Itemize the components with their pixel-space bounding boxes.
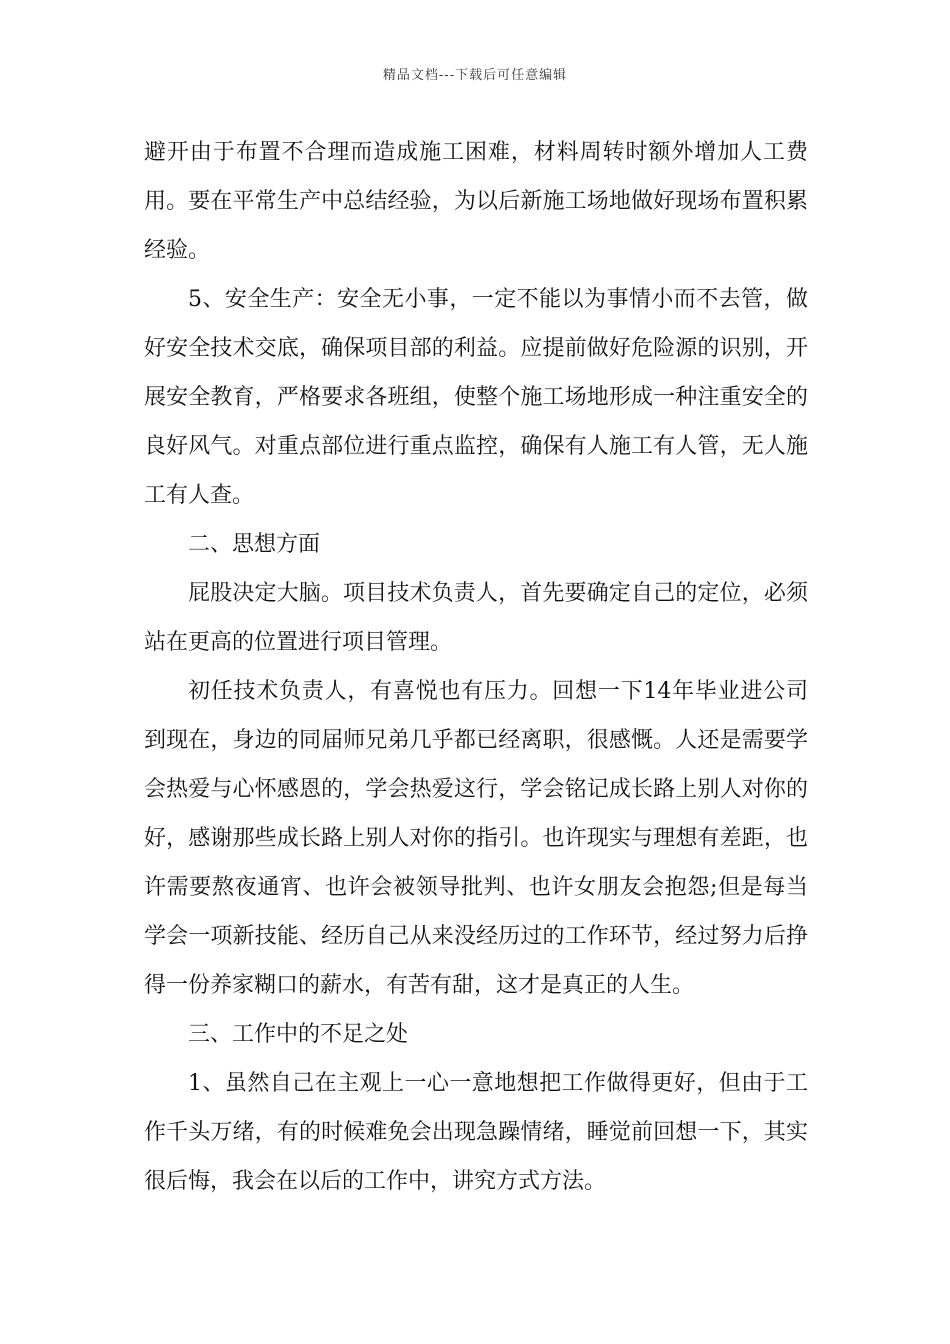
page-header: 精品文档---下载后可任意编辑	[382, 68, 568, 83]
paragraph-safety-production: 5、安全生产：安全无小事，一定不能以为事情小而不去管，做好安全技术交底，确保项目部的利益。应提前做好危险源的识别，开展安全教育，严格要求各班组，使整个施工场地形成一种注重安全的良好风气。对重点部位进行重点监控，确保有人施工有人管，无人施工有人查。	[144, 287, 808, 508]
paragraph-layout-continuation: 避开由于布置不合理而造成施工困难，材料周转时额外增加人工费用。要在平常生产中总结经验，为以后新施工场地做好现场布置积累经验。	[144, 140, 808, 263]
section-heading-thinking: 二、思想方面	[188, 532, 321, 557]
document-body	[144, 128, 808, 1206]
paragraph-shortcoming-1: 1、虽然自己在主观上一心一意地想把工作做得更好，但由于工作千头万绪，有的时候难免会出现急躁情绪，睡觉前回想一下，其实很后悔，我会在以后的工作中，讲究方式方法。	[144, 1071, 808, 1194]
section-heading-shortcomings: 三、工作中的不足之处	[188, 1022, 409, 1047]
paragraph-reflection: 初任技术负责人，有喜悦也有压力。回想一下14年毕业进公司到现在，身边的同届师兄弟几乎都已经离职，很感慨。人还是需要学会热爱与心怀感恩的，学会热爱这行，学会铭记成长路上别人对你的好，感谢那些成长路上别人对你的指引。也许现实与理想有差距，也许需要熬夜通宵、也许会被领导批判、也许女朋友会抱怨;但是每当学会一项新技能、经历自己从来没经历过的工作环节，经过努力后挣得一份养家糊口的薪水，有苦有甜，这才是真正的人生。	[144, 679, 808, 998]
paragraph-positioning: 屁股决定大脑。项目技术负责人，首先要确定自己的定位，必须站在更高的位置进行项目管理。	[144, 581, 808, 655]
